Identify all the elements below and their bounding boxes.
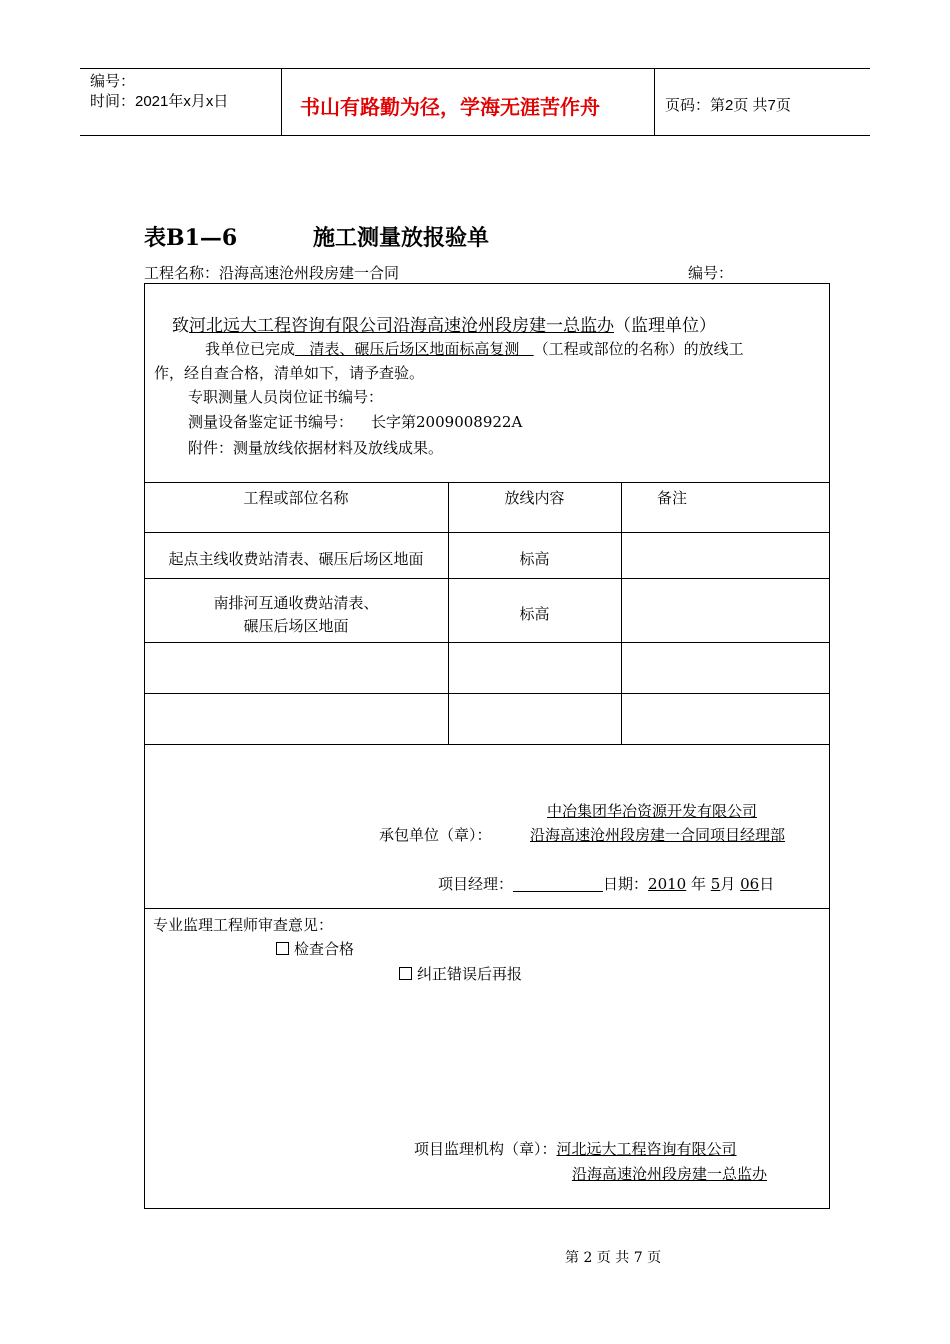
table-cell-content: 标高 [519,550,550,568]
divider [144,482,830,483]
recipient-org: 河北远大工程咨询有限公司沿海高速沧州段房建一总监办 [189,316,614,336]
supervisor-org-line [414,1138,737,1159]
date-month: 5 [710,875,721,893]
completion-line [205,338,744,359]
table-column-line [621,482,622,744]
form-number-label: 编号： [688,264,734,282]
page-title: 施工测量放报验单 [313,225,490,251]
table-cell-name: 起点主线收费站清表、碾压后场区地面 [168,550,424,568]
header-time-label: 时间：2021年x月x日 [90,93,229,110]
contractor-company-line1: 中冶集团华冶资源开发有限公司 [547,802,758,820]
supervisor-opinion-label: 专业监理工程师审查意见： [153,916,334,934]
checkbox-icon[interactable] [399,967,412,980]
manager-label: 项目经理： [438,875,514,893]
header-number-label: 编号： [90,73,136,90]
equipment-cert-value: 长字第2009008922A [371,413,523,431]
equipment-cert-line [188,411,522,432]
project-name: 工程名称：沿海高速沧州段房建一合同 [144,264,400,282]
completion-suffix: （工程或部位的名称）的放线工 [533,340,744,358]
table-header-name: 工程或部位名称 [243,489,349,507]
table-cell-name-cont: 碾压后场区地面 [243,617,349,635]
divider [144,642,830,643]
form-code: 表B1—6 [144,225,238,251]
cert-number-label: 专职测量人员岗位证书编号： [188,388,384,406]
page-footer: 第 2 页 共 7 页 [565,1250,662,1266]
divider [144,532,830,533]
header-page-info: 页码：第2页 共7页 [665,97,791,114]
date-day: 06 [740,875,760,893]
option-resubmit[interactable] [399,963,522,984]
divider [144,578,830,579]
completion-line-2: 作，经自查合格，清单如下，请予查验。 [154,364,425,382]
date-year: 2010 [648,875,687,893]
header-top-rule [80,68,870,69]
manager-signature-blank [513,877,603,892]
date-label: 日期： [603,875,649,893]
table-header-content: 放线内容 [504,489,565,507]
recipient-prefix: 致 [172,316,189,336]
header-divider [654,68,655,136]
completion-prefix: 我单位已完成 [205,340,296,358]
divider [144,693,830,694]
manager-date-line [438,873,774,894]
recipient-line [172,311,716,336]
equipment-cert-label: 测量设备鉴定证书编号： [188,413,354,431]
date-year-unit: 年 [691,875,707,893]
table-cell-name: 南排河互通收费站清表、 [213,594,379,612]
header-divider [281,68,282,136]
attachment-line: 附件：测量放线依据材料及放线成果。 [188,439,444,457]
date-month-unit: 月 [720,875,736,893]
date-day-unit: 日 [759,875,775,893]
header-motto: 书山有路勤为径，学海无涯苦作舟 [300,95,600,119]
table-header-note: 备注 [657,489,688,507]
divider [144,744,830,745]
supervisor-org-name: 河北远大工程咨询有限公司 [556,1140,737,1158]
option-pass[interactable] [276,938,354,959]
option-resubmit-label: 纠正错误后再报 [417,965,523,983]
header-bottom-rule [80,135,870,136]
contractor-label: 承包单位（章）： [379,826,492,844]
supervisor-org-line2: 沿海高速沧州段房建一总监办 [572,1165,768,1183]
recipient-suffix: （监理单位） [614,316,716,336]
completed-work: 清表、碾压后场区地面标高复测 [295,340,534,358]
checkbox-icon[interactable] [276,942,289,955]
supervisor-org-label: 项目监理机构（章）： [414,1140,557,1158]
divider [144,908,830,909]
table-cell-content: 标高 [519,605,550,623]
contractor-company-line2: 沿海高速沧州段房建一合同项目经理部 [530,826,786,844]
option-pass-label: 检查合格 [294,940,355,958]
